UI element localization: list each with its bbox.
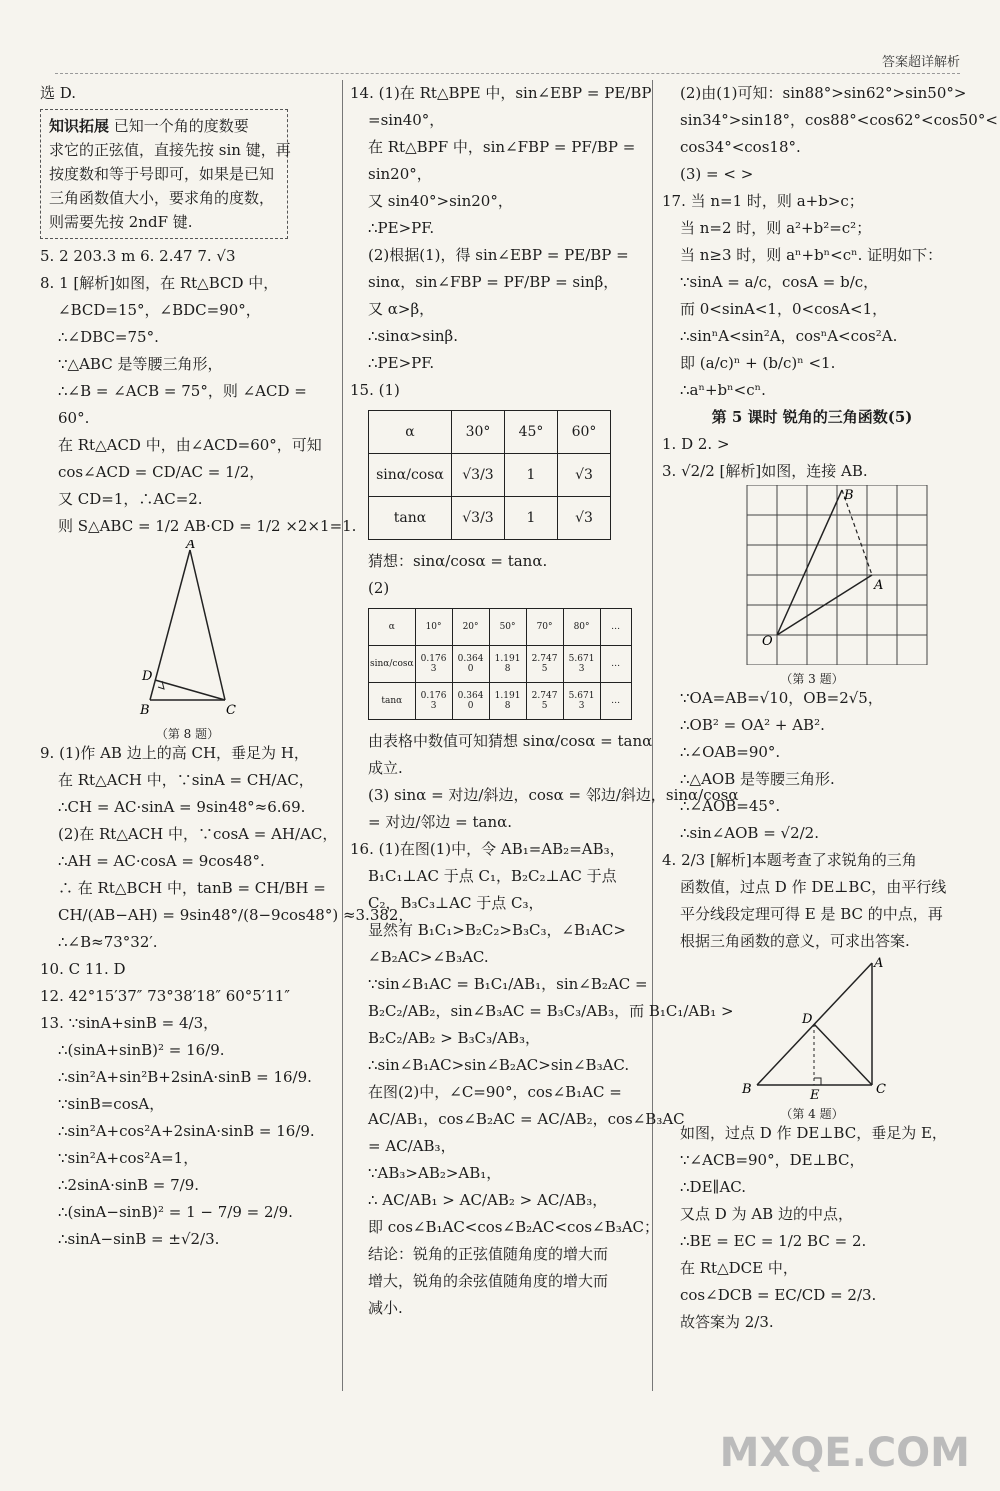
text-line: 14. (1)在 Rt△BPE 中，sin∠EBP = PE/BP — [350, 84, 652, 102]
table-ratio-2 — [368, 608, 632, 720]
text-line: CH/(AB−AH) = 9sin48°/(8−9cos48°) ≈3.382， — [58, 906, 414, 924]
text-line: 即 cos∠B₁AC<cos∠B₂AC<cos∠B₃AC； — [368, 1218, 660, 1236]
text-line: B₂C₂/AB₂ > B₃C₃/AB₃， — [368, 1029, 541, 1047]
text-line: 如图，过点 D 作 DE⊥BC，垂足为 E， — [680, 1124, 947, 1142]
table-cell: 1.191 8 — [489, 683, 526, 720]
text-line: ∴DE∥AC. — [680, 1178, 746, 1196]
text-line: ∴ AC/AB₁ > AC/AB₂ > AC/AB₃， — [368, 1191, 608, 1209]
table-cell: 5.671 3 — [563, 646, 600, 683]
table-cell: √3/3 — [452, 454, 505, 497]
text-line: ∴OB² = OA² + AB². — [680, 716, 825, 734]
text-line: (2)在 Rt△ACH 中，∵cosA = AH/AC， — [58, 825, 338, 843]
text-line: 又点 D 为 AB 边的中点， — [680, 1205, 853, 1223]
table-cell: 2.747 5 — [526, 683, 563, 720]
table-cell: 0.176 3 — [415, 683, 452, 720]
table-header-cell: 60° — [558, 411, 611, 454]
text-line: ∴∠AOB=45°. — [680, 797, 781, 815]
text-line: ∵sin∠B₁AC = B₁C₁/AB₁，sin∠B₂AC = — [368, 975, 648, 993]
text-line: 按度数和等于号即可，如果是已知 — [49, 165, 275, 183]
text-line: cos34°<cos18°. — [680, 138, 801, 156]
text-line: 猜想：sinα/cosα = tanα. — [368, 552, 548, 570]
text-line: 当 n=2 时，则 a²+b²=c²； — [680, 219, 872, 237]
table-row — [369, 497, 611, 540]
text-line: 16. (1)在图(1)中，令 AB₁=AB₂=AB₃， — [350, 840, 625, 858]
text-line: (2)由(1)可知：sin88°>sin62°>sin50°> — [680, 84, 967, 102]
figure-3 — [662, 485, 962, 685]
vertex-label: A — [186, 540, 196, 552]
watermark: MXQE.COM — [719, 1430, 970, 1476]
vertex-label: B — [140, 703, 150, 718]
text-line: 13. ∵sinA+sinB = 4/3， — [40, 1014, 219, 1032]
point-label: E — [810, 1088, 820, 1100]
triangle-diagram — [662, 955, 962, 1100]
table-cell: 1 — [505, 454, 558, 497]
text-line: 5. 2 203.3 m 6. 2.47 7. √3 — [40, 247, 236, 265]
table-header-cell: 30° — [452, 411, 505, 454]
table-cell: … — [600, 646, 631, 683]
text-line: 8. 1 [解析]如图，在 Rt△BCD 中， — [40, 274, 279, 292]
point-label: A — [874, 956, 884, 971]
text-line: 显然有 B₁C₁>B₂C₂>B₃C₃，∠B₁AC> — [368, 921, 626, 939]
text-line: 三角函数值大小，要求角的度数， — [49, 189, 275, 207]
point-label: D — [802, 1012, 813, 1027]
text-line: C₂，B₃C₃⊥AC 于点 C₃， — [368, 894, 544, 912]
text-line: ∵AB₃>AB₂>AB₁， — [368, 1164, 502, 1182]
text-line: 增大，锐角的余弦值随角度的增大而 — [368, 1272, 609, 1290]
text-line: 求它的正弦值，直接先按 sin 键，再 — [49, 141, 291, 159]
figure-8 — [40, 540, 335, 740]
text-line: 3. √2/2 [解析]如图，连接 AB. — [662, 462, 868, 480]
text-line: 在 Rt△DCE 中， — [680, 1259, 798, 1277]
text-line: ∴(sinA−sinB)² = 1 − 7/9 = 2/9. — [58, 1203, 293, 1221]
point-label: B — [844, 488, 854, 503]
text-line: = 对边/邻边 = tanα. — [368, 813, 513, 831]
text-line: 12. 42°15′37″ 73°38′18″ 60°5′11″ — [40, 987, 290, 1005]
table-cell: tanα — [369, 497, 452, 540]
text-line: 当 n≥3 时，则 aⁿ+bⁿ<cⁿ. 证明如下： — [680, 246, 943, 264]
text-line: ∴PE>PF. — [368, 219, 435, 237]
text-line: B₂C₂/AB₂，sin∠B₃AC = B₃C₃/AB₃，而 B₁C₁/AB₁ > — [368, 1002, 734, 1020]
table-cell: 5.671 3 — [563, 683, 600, 720]
table-row — [369, 646, 632, 683]
text-line: 平分线段定理可得 E 是 BC 的中点，再 — [680, 905, 943, 923]
text-line: B₁C₁⊥AC 于点 C₁，B₂C₂⊥AC 于点 — [368, 867, 617, 885]
text-line: ∴ 在 Rt△BCH 中，tanB = CH/BH = — [58, 879, 326, 897]
text-line: ∵sinB=cosA， — [58, 1095, 165, 1113]
text-line: 17. 当 n=1 时，则 a+b>c； — [662, 192, 864, 210]
text-line: 15. (1) — [350, 381, 400, 399]
text-line: ∴∠OAB=90°. — [680, 743, 781, 761]
vertex-label: C — [226, 703, 236, 718]
table-cell: tanα — [369, 683, 416, 720]
text-line: 在图(2)中，∠C=90°，cos∠B₁AC = — [368, 1083, 622, 1101]
knowledge-box — [40, 109, 291, 239]
text-line: sin34°>sin18°，cos88°<cos62°<cos50°< — [680, 111, 998, 129]
table-header-cell: 50° — [489, 609, 526, 646]
vertex-label: D — [142, 669, 153, 684]
table-row — [369, 454, 611, 497]
table-header-cell: 10° — [415, 609, 452, 646]
text-line: AC/AB₁，cos∠B₂AC = AC/AB₂，cos∠B₃AC — [368, 1110, 685, 1128]
text-line: 成立. — [368, 759, 403, 777]
table-header-cell: α — [369, 609, 416, 646]
text-line: 选 D. — [40, 84, 77, 102]
text-line: ∠BCD=15°，∠BDC=90°， — [58, 301, 261, 319]
table-row — [369, 683, 632, 720]
text-line: ∴sin∠AOB = √2/2. — [680, 824, 819, 842]
text-line: ∴(sinA+sinB)² = 16/9. — [58, 1041, 225, 1059]
table-cell: 1.191 8 — [489, 646, 526, 683]
text-line: ∴∠B≈73°32′. — [58, 933, 158, 951]
table-cell: 2.747 5 — [526, 646, 563, 683]
text-line: 则 S△ABC = 1/2 AB·CD = 1/2 ×2×1=1. — [58, 517, 357, 535]
text-line: 由表格中数值可知猜想 sinα/cosα = tanα — [368, 732, 653, 750]
text-line: sinα，sin∠FBP = PF/BP = sinβ， — [368, 273, 619, 291]
text-line: 在 Rt△ACH 中，∵sinA = CH/AC， — [58, 771, 314, 789]
text-line: ∴sin²A+cos²A+2sinA·sinB = 16/9. — [58, 1122, 315, 1140]
text-line: ∴∠B = ∠ACB = 75°，则 ∠ACD = — [58, 382, 307, 400]
figure-caption: （第 3 题） — [780, 672, 844, 686]
text-line: ∴BE = EC = 1/2 BC = 2. — [680, 1232, 867, 1250]
table-header-cell: 20° — [452, 609, 489, 646]
text-line: ∴aⁿ+bⁿ<cⁿ. — [680, 381, 766, 399]
text-line: ∴sinⁿA<sin²A，cosⁿA<cos²A. — [680, 327, 898, 345]
table-header-cell: α — [369, 411, 452, 454]
table-cell: √3 — [558, 454, 611, 497]
point-label: O — [762, 634, 773, 649]
text-line: 而 0<sinA<1，0<cosA<1， — [680, 300, 888, 318]
text-line: ∴AH = AC·cosA = 9cos48°. — [58, 852, 265, 870]
text-line: ∴sinA−sinB = ±√2/3. — [58, 1230, 220, 1248]
table-header-row — [369, 411, 611, 454]
table-cell: 0.176 3 — [415, 646, 452, 683]
point-label: A — [874, 578, 884, 593]
point-label: C — [876, 1082, 886, 1097]
text-line: sin20°， — [368, 165, 432, 183]
text-line: ∵∠ACB=90°，DE⊥BC， — [680, 1151, 865, 1169]
text-line: ∠B₂AC>∠B₃AC. — [368, 948, 489, 966]
knowledge-box-label: 知识拓展 — [49, 117, 110, 135]
text-line: 60°. — [58, 409, 90, 427]
figure-caption: （第 8 题） — [155, 727, 220, 741]
table-cell: 0.364 0 — [452, 683, 489, 720]
text-line: ∴2sinA·sinB = 7/9. — [58, 1176, 200, 1194]
text-line: ∴PE>PF. — [368, 354, 435, 372]
text-line: ∵OA=AB=√10，OB=2√5， — [680, 689, 883, 707]
text-line: 函数值，过点 D 作 DE⊥BC，由平行线 — [680, 878, 947, 896]
text-line: ∴sin²A+sin²B+2sinA·sinB = 16/9. — [58, 1068, 312, 1086]
text-line: = AC/AB₃， — [368, 1137, 456, 1155]
text-line: 则需要先按 2ndF 键. — [49, 213, 193, 231]
text-line: 4. 2/3 [解析]本题考查了求锐角的三角 — [662, 851, 917, 869]
text-line: (2) — [368, 579, 390, 597]
header-title: 答案超详解析 — [881, 55, 960, 70]
text-line: 9. (1)作 AB 边上的高 CH，垂足为 H， — [40, 744, 309, 762]
table-cell: √3 — [558, 497, 611, 540]
triangle-diagram — [40, 540, 335, 720]
page-header — [55, 55, 960, 74]
text-line: 又 α>β， — [368, 300, 435, 318]
text-line: 根据三角函数的意义，可求出答案. — [680, 932, 910, 950]
figure-4 — [662, 955, 962, 1120]
figure-caption: （第 4 题） — [780, 1107, 844, 1121]
text-line: 又 CD=1，∴AC=2. — [58, 490, 203, 508]
column-3 — [662, 80, 998, 1336]
text-line: 10. C 11. D — [40, 960, 126, 978]
text-line: ∴sin∠B₁AC>sin∠B₂AC>sin∠B₃AC. — [368, 1056, 630, 1074]
table-header-row — [369, 609, 632, 646]
text-line: ∵sin²A+cos²A=1， — [58, 1149, 199, 1167]
text-line: 又 sin40°>sin20°， — [368, 192, 513, 210]
table-cell: sinα/cosα — [369, 646, 416, 683]
text-line: (3) = < > — [680, 165, 754, 183]
text-line: cos∠ACD = CD/AC = 1/2， — [58, 463, 265, 481]
text-line: =sin40°， — [368, 111, 445, 129]
text-line: ∵△ABC 是等腰三角形， — [58, 355, 223, 373]
table-ratio-1 — [368, 410, 611, 540]
table-header-cell: 45° — [505, 411, 558, 454]
column-divider — [342, 80, 343, 1391]
table-cell: √3/3 — [452, 497, 505, 540]
text-line: 在 Rt△ACD 中，由∠ACD=60°，可知 — [58, 436, 322, 454]
table-cell: 1 — [505, 497, 558, 540]
text-line: 即 (a/c)ⁿ + (b/c)ⁿ <1. — [680, 354, 836, 372]
grid-diagram — [662, 485, 962, 665]
text-line: ∴CH = AC·sinA = 9sin48°≈6.69. — [58, 798, 306, 816]
text-line: (3) sinα = 对边/斜边，cosα = 邻边/斜边，sinα/cosα — [368, 786, 739, 804]
text-line: 1. D 2. > — [662, 435, 730, 453]
text-line: (2)根据(1)，得 sin∠EBP = PE/BP = — [368, 246, 629, 264]
text-line: 故答案为 2/3. — [680, 1313, 774, 1331]
section-title: 第 5 课时 锐角的三角函数(5) — [711, 408, 913, 426]
table-cell: sinα/cosα — [369, 454, 452, 497]
point-label: B — [742, 1082, 752, 1097]
text-line: 结论：锐角的正弦值随角度的增大而 — [368, 1245, 609, 1263]
text-line: 减小. — [368, 1299, 403, 1317]
table-cell: … — [600, 683, 631, 720]
text-line: ∴∠DBC=75°. — [58, 328, 159, 346]
text-line: 已知一个角的度数要 — [113, 117, 249, 135]
text-line: ∴sinα>sinβ. — [368, 327, 458, 345]
text-line: ∴△AOB 是等腰三角形. — [680, 770, 835, 788]
table-cell: 0.364 0 — [452, 646, 489, 683]
table-header-cell: 70° — [526, 609, 563, 646]
text-line: 在 Rt△BPF 中，sin∠FBP = PF/BP = — [368, 138, 636, 156]
text-line: cos∠DCB = EC/CD = 2/3. — [680, 1286, 877, 1304]
table-header-cell: … — [600, 609, 631, 646]
text-line: ∵sinA = a/c，cosA = b/c， — [680, 273, 879, 291]
table-header-cell: 80° — [563, 609, 600, 646]
